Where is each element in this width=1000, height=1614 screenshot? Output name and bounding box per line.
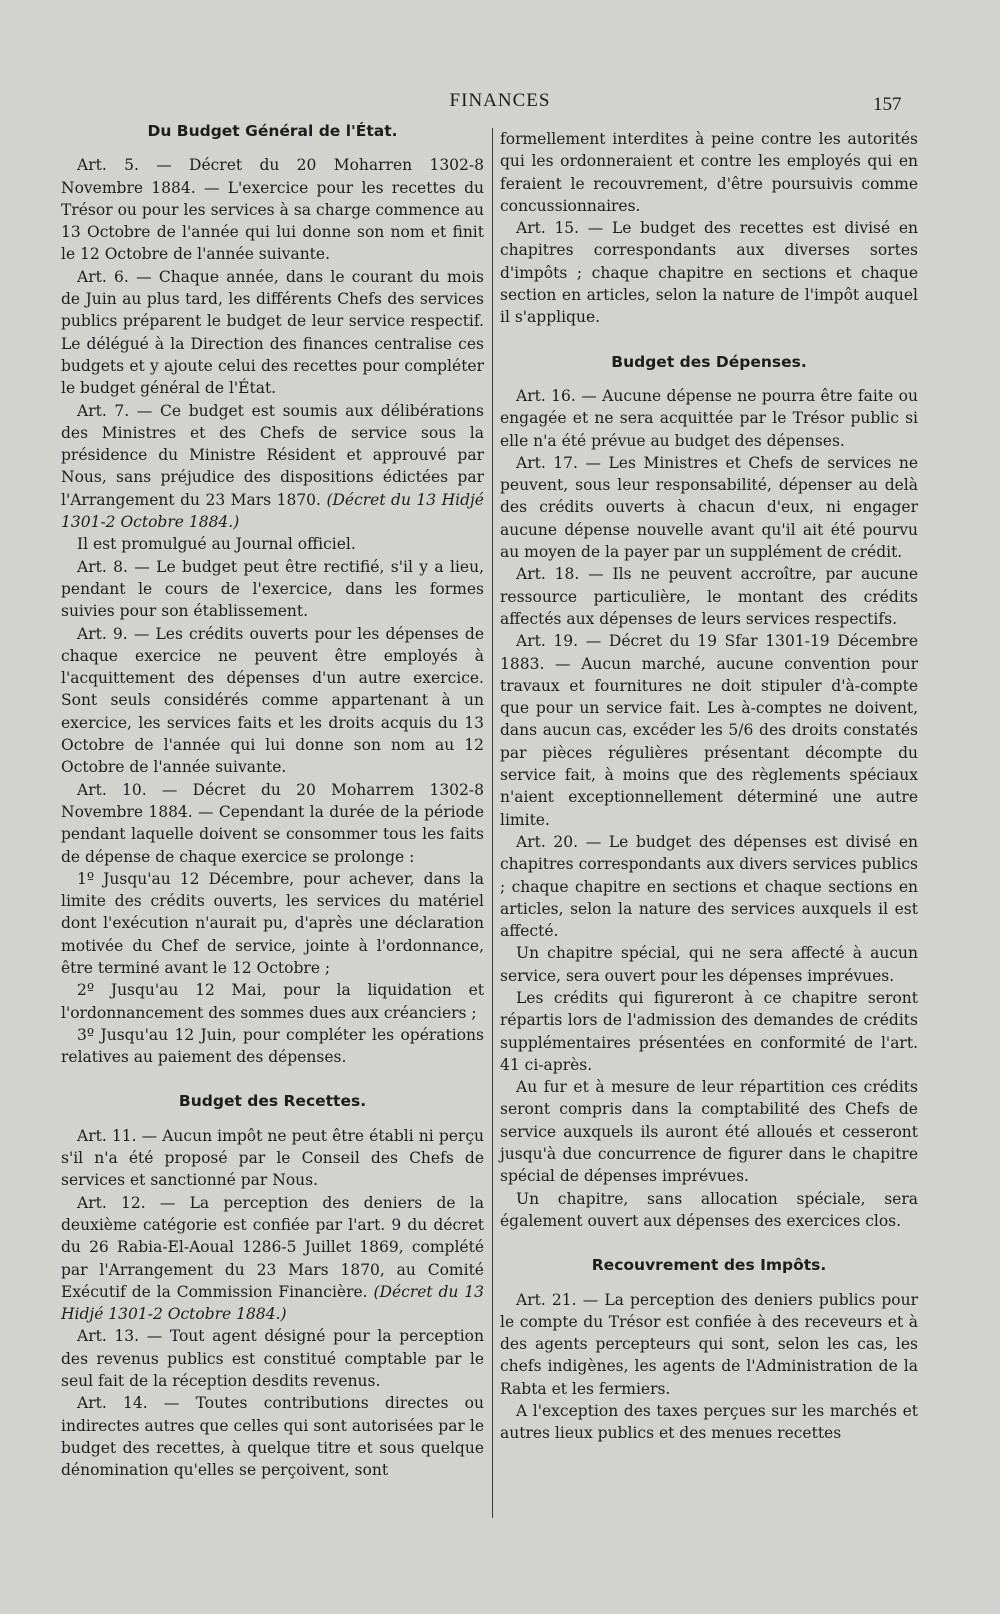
article-14-continued: formellement interdites à peine contre les autorités qui les ordonneraient et contre les employés qui en feraient le recouvrement, d'être poursuivis comme concussionnaires. [500, 130, 918, 215]
article-8: Art. 8. — Le budget peut être rectifié, s'il y a lieu, pendant le cours de l'exercice, dans les formes suivies pour son établissement. [61, 557, 484, 621]
page-number: 157 [873, 94, 902, 115]
section-heading-budget-recettes: Budget des Recettes. [178, 1092, 367, 1111]
article-11: Art. 11. — Aucun impôt ne peut être établi ni perçu s'il n'a été proposé par le Conseil des Chefs de services et sanctionné par Nous. [61, 1126, 484, 1190]
section-heading-budget-depenses: Budget des Dépenses. [611, 352, 807, 371]
article-14: Art. 14. — Toutes contributions directes ou indirectes autres que celles qui sont autorisées par le budget des recettes, à quelque titre et sous quelque dénomination qu'elles se perçoivent, sont [61, 1394, 484, 1480]
running-title: FINANCES [449, 90, 551, 111]
article-12 [61, 1192, 484, 1326]
article-15: Art. 15. — Le budget des recettes est divisé en chapitres correspondants aux diverses sortes d'impôts ; chaque chapitre en sections et chaque section en articles, selon la nature de l'impôt auquel il s'applique. [500, 219, 918, 327]
section-heading-recouvrement-impots: Recouvrement des Impôts. [591, 1256, 827, 1275]
article-21-exception: A l'exception des taxes perçues sur les marchés et autres lieux publics et des menues recettes [500, 1402, 918, 1443]
article-6: Art. 6. — Chaque année, dans le courant du mois de Juin au plus tard, les différents Chefs des services publics préparent le budget de leur service respectif. Le délégué à la Direction des finances centralise ces budgets et y ajoute celui des recettes pour compléter le budget général de l'État. [61, 267, 484, 398]
article-5: Art. 5. — Décret du 20 Moharren 1302-8 Novembre 1884. — L'exercice pour les recettes du Trésor ou pour les services à sa charge commence au 13 Octobre de l'année qui lui donne son nom et finit le 12 Octobre de l'année suivante. [61, 156, 484, 264]
article-20-credits: Les crédits qui figureront à ce chapitre seront répartis lors de l'admission des demandes de crédits supplémentaires présentées en conformité de l'art. 41 ci-après. [500, 988, 918, 1074]
article-7-text: Art. 7. — Ce budget est soumis aux délibérations des Ministres et des Chefs de service sous la présidence du Ministre Résident et approuvé par Nous, sans préjudice des dispositions édictées par l'Arrangement du 23 Mars 1870. [61, 401, 484, 509]
article-7-citation: (Décret du 13 Hidjé 1301-2 Octobre 1884.) [61, 490, 484, 532]
article-17: Art. 17. — Les Ministres et Chefs de services ne peuvent, sous leur responsabilité, dépenser au delà des crédits ouverts à chacun d'eux, ni engager aucune dépense nouvelle avant qu'il ait été pourvu au moyen de la payer par un supplément de crédit. [500, 453, 918, 562]
article-9: Art. 9. — Les crédits ouverts pour les dépenses de chaque exercice ne peuvent être employés à l'acquittement des dépenses d'un autre exercice. Sont seuls considérés comme appartenant à un exercice, les services faits et les droits acquis du 13 Octobre de l'année qui lui donne son nom au 12 Octobre de l'année suivante. [61, 624, 484, 777]
article-20: Art. 20. — Le budget des dépenses est divisé en chapitres correspondants aux divers services publics ; chaque chapitre en sections et chaque sections en articles, selon la nature des services auxquels il est affecté. [500, 832, 918, 941]
article-19: Art. 19. — Décret du 19 Sfar 1301-19 Décembre 1883. — Aucun marché, aucune convention pour travaux et fournitures ne doit stipuler d'à-compte que pour un service fait. Les à-comptes ne doivent, dans aucun cas, excéder les 5/6 des droits constatés par pièces régulières présentant décompte du service fait, à moins que des règlements spéciaux n'aient exceptionnellement déterminé une autre limite. [500, 632, 918, 829]
article-21: Art. 21. — La perception des deniers publics pour le compte du Trésor est confiée à des receveurs et à des agents percepteurs qui sont, selon les cas, les chefs indigènes, les agents de l'Administration de la Rabta et les fermiers. [500, 1290, 918, 1398]
article-20-repartition: Au fur et à mesure de leur répartition ces crédits seront compris dans la comptabilité des Chefs de service auxquels ils auront été alloués et cesseront jusqu'à due concurrence de figurer dans le chapitre spécial de dépenses imprévues. [500, 1078, 918, 1186]
left-column [61, 120, 484, 1482]
article-10-item-1: 1º Jusqu'au 12 Décembre, pour achever, dans la limite des crédits ouverts, les services du matériel dont l'exécution n'aurait pu, d'après une déclaration motivée du Chef de service, jointe à l'ordonnance, être terminé avant le 12 Octobre ; [61, 869, 484, 977]
column-divider [492, 128, 493, 1518]
promulgation-note: Il est promulgué au Journal officiel. [77, 535, 356, 554]
article-10: Art. 10. — Décret du 20 Moharrem 1302-8 Novembre 1884. — Cependant la durée de la période pendant laquelle doivent se consommer tous les faits de dépense de chaque exercice se prolonge : [61, 780, 484, 866]
right-column [500, 128, 918, 1445]
article-7 [61, 400, 484, 534]
article-12-citation: (Décret du 13 Hidjé 1301-2 Octobre 1884.) [61, 1282, 485, 1324]
article-20-special-chapter: Un chapitre spécial, qui ne sera affecté à aucun service, sera ouvert pour les dépenses imprévues. [500, 944, 918, 985]
section-heading-budget-general: Du Budget Général de l'État. [147, 122, 398, 140]
article-16: Art. 16. — Aucune dépense ne pourra être faite ou engagée et ne sera acquittée par le Trésor public si elle n'a été prévue au budget des dépenses. [500, 386, 918, 450]
article-10-item-2: 2º Jusqu'au 12 Mai, pour la liquidation et l'ordonnancement des sommes dues aux créanciers ; [61, 981, 484, 1022]
article-10-item-3: 3º Jusqu'au 12 Juin, pour compléter les opérations relatives au paiement des dépenses. [61, 1025, 484, 1067]
article-18: Art. 18. — Ils ne peuvent accroître, par aucune ressource particulière, le montant des crédits affectés aux dépenses de leurs services respectifs. [500, 565, 918, 628]
article-13: Art. 13. — Tout agent désigné pour la perception des revenus publics est constitué comptable par le seul fait de la réception desdits revenus. [61, 1327, 484, 1391]
article-12-text: Art. 12. — La perception des deniers de la deuxième catégorie est confiée par l'art. 9 du décret du 26 Rabia-El-Aoual 1286-5 Juillet 1869, complété par l'Arrangement du 23 Mars 1870, au Comité Exécutif de la Commission Financière. [61, 1193, 484, 1301]
article-20-closed-exercises: Un chapitre, sans allocation spéciale, sera également ouvert aux dépenses des exercices clos. [500, 1189, 918, 1230]
